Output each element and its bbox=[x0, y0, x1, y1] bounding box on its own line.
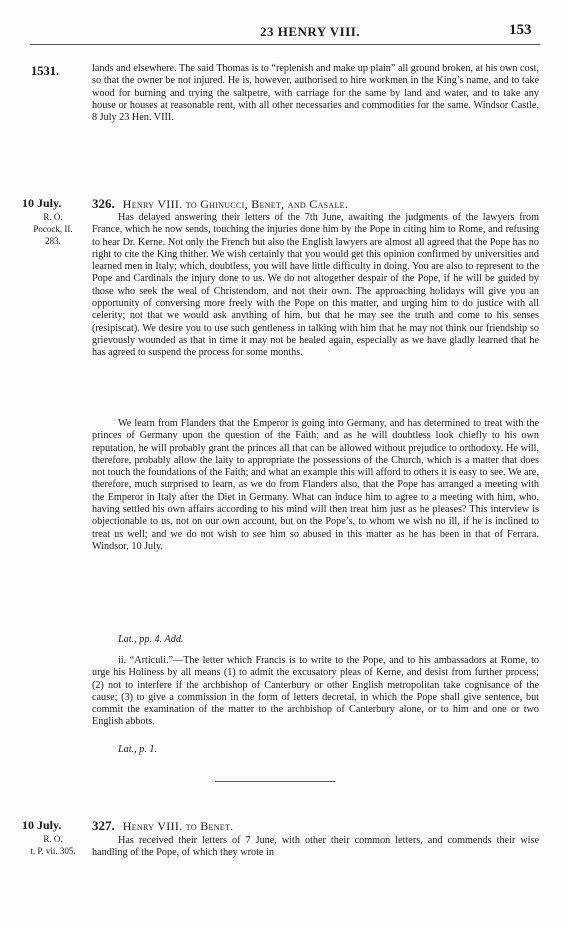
entry-date: 10 July. bbox=[22, 196, 62, 210]
entry-footnote: Lat., pp. 4. Add. bbox=[118, 634, 184, 645]
section-divider bbox=[215, 781, 335, 782]
entry-number: 327. bbox=[92, 818, 115, 833]
paragraph-text: Has delayed answering their letters of the 7th June, awaiting the judgments of the lawyers from France, which he now sends, touching the injuries done him by the Pope in citing him to Rome, and refusing to hear Dr. Kerne. Not only the French but also the English lawyers are almost all agreed that the Pope has no right to cite the King thither. We wish certainly that you would get this opinion confirmed by universities and learned men in Italy; which, doubtless, you will have little difficulty in doing. You are also to represent to the Pope and Cardinals the injury done to us. We do not altogether despair of the Pope, if he will be guided by those who seek the weal of Christendom, and not their own. The approaching holidays will give you an opportunity of conversing more freely with the Pope on this matter, and urging him to do justice with all celerity; not that we would ask anything of him, but that he may see the truth and come to his senses (resipiscat). We desire you to use such gentleness in talking with him that he may not think our friendship so grievously wounded as that in time it may not be healed again, especially as we have gladly learned that he has agreed to suspend the process for some months. bbox=[92, 212, 539, 359]
intro-paragraph bbox=[92, 63, 539, 124]
paragraph-text: We learn from Flanders that the Emperor is going into Germany, and has determined to treat with the princes of Germany upon the question of the Faith; and as he will doubtless look chiefly to his own reputation, he will probably grant the princes all that can be allowed without prejudice to orthodoxy. He will, therefore, probably allow the laity to appropriate the possessions of the Church, which is a matter that does not touch the foundations of the Faith; and what an example this will afford to others it is easy to see. We are, therefore, much surprised to learn, as we do from Flanders also, that the Pope has arranged a meeting with the Emperor in Italy after the Diet in Germany. What can induce him to agree to a meeting with him, who, having settled his own affairs according to his mind will then treat him just as he pleases? This interview is objectionable to us, not on our own account, but on the Pope’s, to whom we wish no ill, if he is inclined to treat us well; and we do not wish to see him so abused in this matter as he has been in that of Ferrara. Windsor, 10 July. bbox=[92, 418, 539, 552]
sub-entry bbox=[92, 655, 539, 729]
entry-source: R. O. bbox=[43, 834, 63, 844]
entry-reference: t. P. vii. 305. bbox=[30, 846, 76, 856]
entry-body bbox=[92, 212, 539, 360]
entry-reference: Pocock, II. bbox=[33, 224, 73, 234]
paragraph-text: Has received their letters of 7 June, with other their common letters, and commends their wise handling of the Pope, of which they wrote in bbox=[92, 835, 539, 859]
entry-title: Henry VIII. to Benet. bbox=[122, 819, 234, 833]
entry-number: 326. bbox=[92, 196, 115, 211]
paragraph-text: lands and elsewhere. The said Thomas is to “replenish and make up plain” all ground broken, at his own cost, so that the owner be not injured. He is, however, authorised to hire workmen in the King’s name, and to take wood for burning and trying the saltpetre, with carriage for the same by land and water, and to take any house or houses at reasonable rent, with all other necessaries and commodities for the same. Windsor Castle, 8 July 23 Hen. VIII. bbox=[92, 63, 539, 124]
running-title: 23 HENRY VIII. bbox=[260, 24, 361, 39]
page-header bbox=[0, 22, 567, 42]
entry-date: 10 July. bbox=[22, 818, 62, 832]
entry-title: Henry VIII. to Ghinucci, Benet, and Casale. bbox=[122, 197, 349, 211]
paragraph-text: ii. “Articuli.”—The letter which Francis is to write to the Pope, and to his ambassadors at Rome, to urge his Holiness by all means (1) to admit the excusatory pleas of Kerne, and desist from further process; (2) not to interfere if the archbishop of Canterbury or other English metropolitan take cognisance of the cause; (3) to give a commission in the form of letters decretal, in which the Pope shall give sentence, but commit the examination of the matter to the archbishop of Canterbury alone, or to him and one or two English abbots. bbox=[92, 655, 539, 728]
entry-body-continued bbox=[92, 418, 539, 553]
page-number: 153 bbox=[509, 22, 532, 38]
entry-reference-page: 283. bbox=[45, 236, 61, 246]
sub-entry-footnote: Lat., p. 1. bbox=[118, 744, 158, 755]
entry-heading bbox=[92, 819, 233, 833]
year-marker: 1531. bbox=[31, 64, 60, 78]
entry-source: R. O. bbox=[43, 212, 63, 222]
entry-heading bbox=[92, 197, 348, 211]
header-rule bbox=[30, 44, 540, 45]
entry-body bbox=[92, 835, 539, 860]
